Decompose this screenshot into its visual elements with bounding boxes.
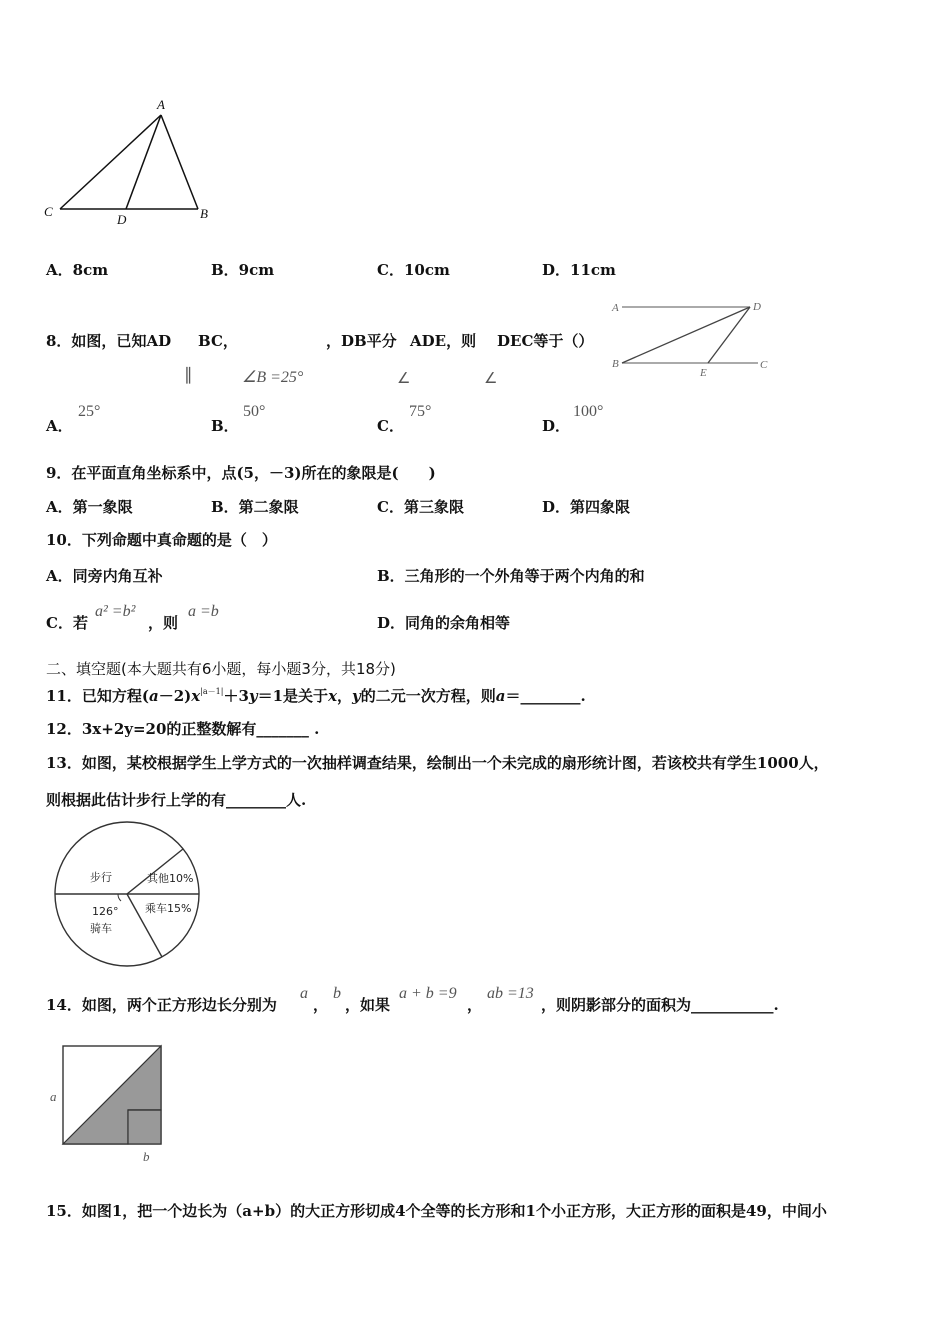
q8-stem-part3: ，DB平分: [326, 332, 397, 350]
q14-var-b: b: [333, 985, 341, 1002]
q8-option-a-value: 25°: [78, 403, 101, 420]
q13-line2: 则根据此估计步行上学的有________人.: [46, 791, 307, 809]
q8-option-d-letter[interactable]: D．: [542, 417, 571, 435]
q9-stem: 9．在平面直角坐标系中，点(5，－3)所在的象限是( ): [46, 464, 436, 482]
q8-option-b-letter[interactable]: B．: [211, 417, 239, 435]
q9-option-c[interactable]: C．第三象限: [377, 498, 464, 516]
q8-angle-symbol-1: ∠: [397, 371, 411, 387]
q8-stem-part5: DEC等于（）: [497, 332, 594, 350]
q12-text: 12．3x+2y=20的正整数解有_______ .: [46, 720, 320, 738]
q14-if: ，如果: [345, 996, 391, 1014]
q7-option-d[interactable]: D．11cm: [542, 261, 616, 279]
vertex-c-label: C: [44, 204, 53, 219]
q8-option-d-value: 100°: [573, 403, 604, 420]
parallel-lines-figure-q8: [610, 297, 770, 377]
q14-condition-product: ab =13: [487, 985, 534, 1002]
q8-stem-part4: ADE，则: [410, 332, 477, 350]
triangle-figure-q7: [40, 95, 220, 230]
q8-angle-b-formula: ∠B =25°: [242, 369, 304, 386]
pie-label-angle: 126°: [92, 905, 119, 918]
q10-option-a[interactable]: A．同旁内角互补: [46, 567, 163, 585]
q14-condition-sum: a + b =9: [399, 985, 457, 1002]
q8-stem-part2: BC，: [198, 332, 238, 350]
q8-angle-symbol-2: ∠: [484, 371, 498, 387]
q14-var-a: a: [300, 985, 308, 1002]
section-2-heading: 二、填空题(本大题共有6小题，每小题3分，共18分): [46, 660, 396, 678]
q7-option-c[interactable]: C．10cm: [377, 261, 450, 279]
q8-option-b-value: 50°: [243, 403, 266, 420]
q9-option-d[interactable]: D．第四象限: [542, 498, 631, 516]
pie-chart-figure-q13: [52, 820, 202, 970]
q10-option-c-condition: a² =b²: [95, 603, 136, 620]
q10-option-b[interactable]: B．三角形的一个外角等于两个内角的和: [377, 567, 645, 585]
pie-label-walk: 步行: [90, 871, 112, 884]
squares-figure-q14: [46, 1042, 171, 1167]
q14-suffix: ，则阴影部分的面积为___________.: [541, 996, 779, 1014]
q8-label-b: B: [612, 358, 619, 370]
pie-label-bus: 乘车15%: [145, 902, 192, 915]
q8-option-c-letter[interactable]: C．: [377, 417, 404, 435]
q9-option-b[interactable]: B．第二象限: [211, 498, 299, 516]
parallel-symbol: ∥: [184, 365, 193, 384]
vertex-a-label: A: [157, 97, 165, 112]
q8-label-e: E: [700, 367, 707, 379]
q8-label-c: C: [760, 359, 768, 371]
pie-label-other: 其他10%: [147, 872, 194, 885]
q14-side-b-label: b: [143, 1149, 150, 1164]
q7-option-a[interactable]: A．8cm: [46, 261, 109, 279]
q8-stem-part1: 8．如图，已知AD: [46, 332, 172, 350]
q11-text: 11．已知方程$(a-2)x^{|a-1|}+3y=1$是关于x，y的二元一次方程，则a＝________.: [46, 687, 586, 705]
q7-option-b[interactable]: B．9cm: [211, 261, 275, 279]
q8-option-c-value: 75°: [409, 403, 432, 420]
q10-option-c-then: ，则: [148, 614, 179, 632]
q10-option-c-conclusion: a =b: [188, 603, 219, 620]
q14-sep1: ，: [313, 996, 329, 1014]
vertex-b-label: B: [200, 206, 208, 221]
q13-line1: 13．如图，某校根据学生上学方式的一次抽样调查结果，绘制出一个未完成的扇形统计图，若该校共有学生1000人，: [46, 754, 829, 772]
q15-text: 15．如图1，把一个边长为（a+b）的大正方形切成4个全等的长方形和1个小正方形，大正方形的面积是49，中间小: [46, 1202, 827, 1220]
q8-label-d: D: [753, 301, 761, 313]
q9-option-a[interactable]: A．第一象限: [46, 498, 133, 516]
q10-option-d[interactable]: D．同角的余角相等: [377, 614, 511, 632]
q10-option-c-prefix[interactable]: C．若: [46, 614, 88, 632]
q8-option-a-letter[interactable]: A．: [46, 417, 73, 435]
q14-side-a-label: a: [50, 1089, 57, 1104]
q14-prefix: 14．如图，两个正方形边长分别为: [46, 996, 277, 1014]
q14-sep2: ，: [467, 996, 483, 1014]
q10-stem: 10．下列命题中真命题的是（ ）: [46, 531, 277, 549]
q8-label-a: A: [612, 302, 619, 314]
vertex-d-label: D: [117, 212, 127, 227]
pie-label-bike: 骑车: [90, 922, 112, 935]
